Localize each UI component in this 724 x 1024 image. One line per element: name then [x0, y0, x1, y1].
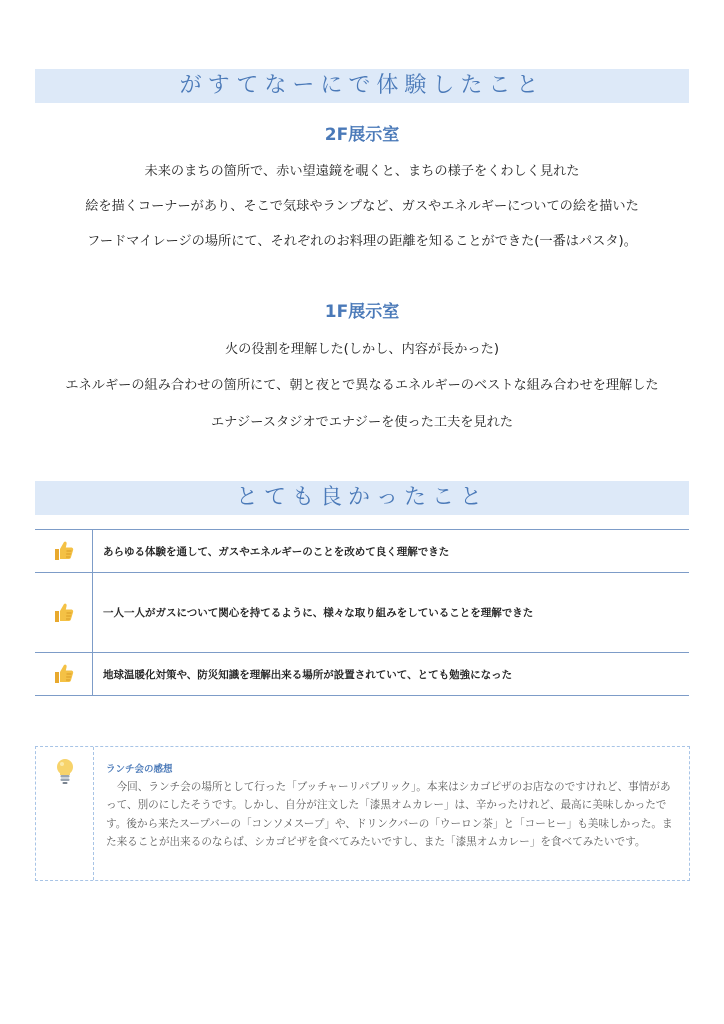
table-row	[35, 573, 689, 653]
section-heading-experience: がすてなーにで体験したこと	[35, 69, 689, 103]
lightbulb-icon	[36, 747, 94, 880]
floor1-line-3: エナジースタジオでエナジーを使った工夫を見れた	[210, 415, 514, 430]
highlight-text: 地球温暖化対策や、防災知識を理解出来る場所が設置されていて、とても勉強になった	[103, 668, 513, 681]
thumbs-up-icon	[35, 530, 93, 572]
note-body	[94, 747, 689, 880]
section-heading-highlights: とても良かったこと	[35, 481, 689, 515]
floor2-title: 2F展示室	[324, 125, 400, 145]
floor2-line-1: 未来のまちの箇所で、赤い望遠鏡を覗くと、まちの様子をくわしく見れた	[144, 164, 580, 179]
thumbs-up-icon	[35, 653, 93, 695]
highlights-table	[35, 529, 689, 696]
floor2-line-2: 絵を描くコーナーがあり、そこで気球やランプなど、ガスやエネルギーについての絵を描いた	[85, 199, 639, 214]
note-text: 今回、ランチ会の場所として行った「ブッチャーリパブリック」。本来はシカゴピザのお店なのですけれど、事情があって、別のにしたそうです。しかし、自分が注文した「漆黒オムカレー」は、辛かったけれど、最高に美味しかったです。後から来たスープバーの「コンソメスープ」や、ドリンクバーの「ウーロン茶」と「コーヒー」も美味しかった。また来ることが出来るのならば、シカゴピザを食べてみたいですし、また「漆黒オムカレー」を食べてみたいです。	[106, 781, 673, 849]
floor1-title: 1F展示室	[324, 302, 400, 322]
lunch-note-box	[35, 746, 690, 881]
floor1-line-1: 火の役割を理解した(しかし、内容が長かった)	[224, 342, 500, 357]
floor2-line-3: フードマイレージの場所にて、それぞれのお料理の距離を知ることができた(一番はパスタ)。	[87, 234, 637, 249]
table-row	[35, 653, 689, 696]
thumbs-up-icon	[35, 573, 93, 652]
floor1-line-2: エネルギーの組み合わせの箇所にて、朝と夜とで異なるエネルギーのベストな組み合わせを理解した	[65, 378, 659, 393]
table-row	[35, 530, 689, 573]
note-title: ランチ会の感想	[106, 764, 173, 775]
highlight-text: あらゆる体験を通して、ガスやエネルギーのことを改めて良く理解できた	[103, 545, 450, 558]
highlight-text: 一人一人がガスについて関心を持てるように、様々な取り組みをしていることを理解できた	[103, 607, 534, 619]
